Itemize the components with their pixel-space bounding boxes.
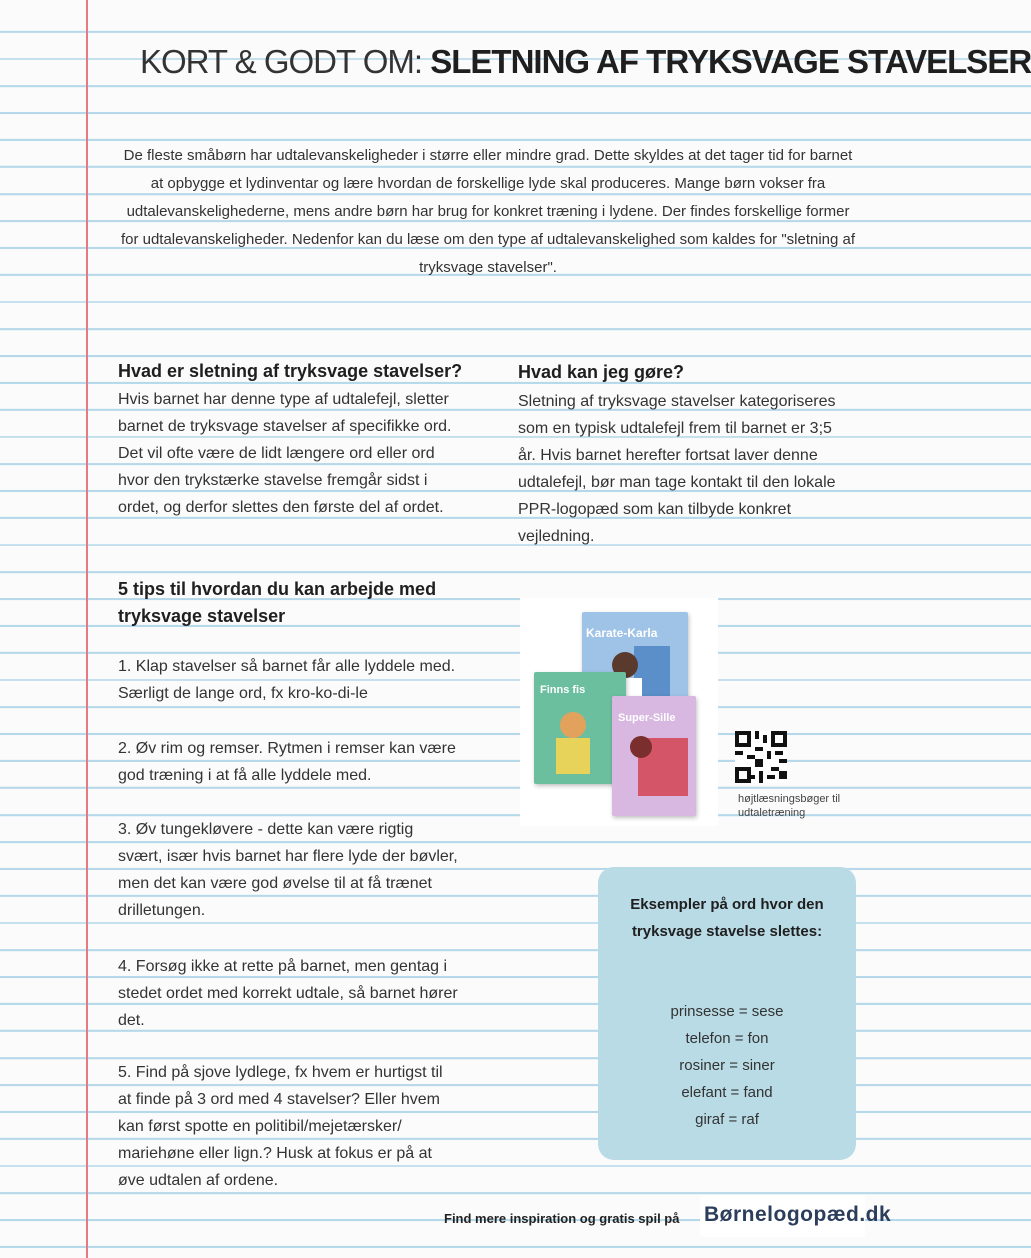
tip-item: 5. Find på sjove lydlege, fx hvem er hurtigst til at finde på 3 ord med 4 stavelser? Eller hvem kan først spotte en politibil/mejetærsker/ mariehøne eller lign.? Husk at fokus er på at øve udtalen af ordene.	[118, 1064, 443, 1189]
footer-text: Find mere inspiration og gratis spil på	[444, 1211, 680, 1226]
notebook-margin-line	[86, 0, 88, 1258]
qr-code-icon[interactable]	[735, 731, 787, 783]
intro-paragraph: De fleste småbørn har udtalevanskeligheder i større eller mindre grad. Dette skyldes at det tager tid for barnet at opbygge et lydinventar og lære hvordan de forskellige lyde skal produceres. Mange børn vokser fra udtalevanskelighederne, mens andre børn har brug for konkret træning i lydene. Der findes forskellige former for udtalevanskeligheder. Nedenfor kan du læse om den type af udtalevanskelighed som kaldes for "sletning af tryksvage stavelser".	[120, 147, 856, 276]
tips-heading: 5 tips til hvordan du kan arbejde med tryksvage stavelser	[118, 579, 437, 626]
section-do-body: Sletning af tryksvage stavelser kategoriseres som en typisk udtalefejl frem til barnet er 3;5 år. Hvis barnet herefter fortsat laver denne udtalefejl, bør man tage kontakt til den lokale PPR-logopæd som kan tilbyde konkret vejledning.	[518, 393, 836, 545]
book-title: Karate-Karla	[586, 626, 658, 640]
tip-item: 3. Øv tungekløvere - dette kan være rigtig svært, især hvis barnet har flere lyde der bøvler, men det kan være god øvelse til at få trænet drilletungen.	[118, 821, 458, 919]
example-word: rosiner = siner	[679, 1057, 775, 1074]
book-cover-super-sille	[612, 696, 696, 816]
tip-item: 1. Klap stavelser så barnet får alle lyddele med. Særligt de lange ord, fx kro-ko-di-le	[118, 658, 456, 702]
example-word: telefon = fon	[685, 1030, 769, 1047]
girl-hair-graphic	[630, 736, 652, 758]
site-logo-text: Børnelogopæd.dk	[704, 1203, 892, 1226]
example-word: giraf = raf	[695, 1111, 759, 1128]
tip-item: 4. Forsøg ikke at rette på barnet, men gentag i stedet ordet med korrekt udtale, så barnet hører det.	[118, 958, 458, 1029]
boy-body-graphic	[556, 738, 590, 774]
examples-box	[598, 867, 856, 1160]
section-what-body: Hvis barnet har denne type af udtalefejl, sletter barnet de tryksvage stavelser af specifikke ord. Det vil ofte være de lidt længere ord eller ord hvor den trykstærke stavelse fremgår sidst i ordet, og derfor slettes den første del af ordet.	[118, 391, 452, 516]
book-title: Super-Sille	[618, 712, 676, 724]
title-main: SLETNING AF TRYKSVAGE STAVELSER	[430, 43, 1031, 80]
examples-list	[598, 998, 856, 1133]
book-title: Finns fis	[540, 684, 586, 696]
page-title	[140, 40, 1031, 84]
site-logo-link[interactable]	[700, 1195, 892, 1237]
example-word: prinsesse = sese	[670, 1003, 784, 1020]
title-prefix: KORT & GODT OM:	[140, 43, 423, 80]
examples-heading: Eksempler på ord hvor den tryksvage stavelse slettes:	[630, 896, 824, 940]
qr-caption: højtlæsningsbøger til udtaletræning	[738, 793, 841, 819]
example-word: elefant = fand	[681, 1084, 773, 1101]
book-covers-image	[520, 598, 718, 826]
tip-item: 2. Øv rim og remser. Rytmen i remser kan være god træning i at få alle lyddele med.	[118, 740, 456, 784]
section-do-heading: Hvad kan jeg gøre?	[518, 362, 685, 382]
section-what-heading: Hvad er sletning af tryksvage stavelser?	[118, 361, 463, 381]
boy-head-graphic	[560, 712, 586, 738]
